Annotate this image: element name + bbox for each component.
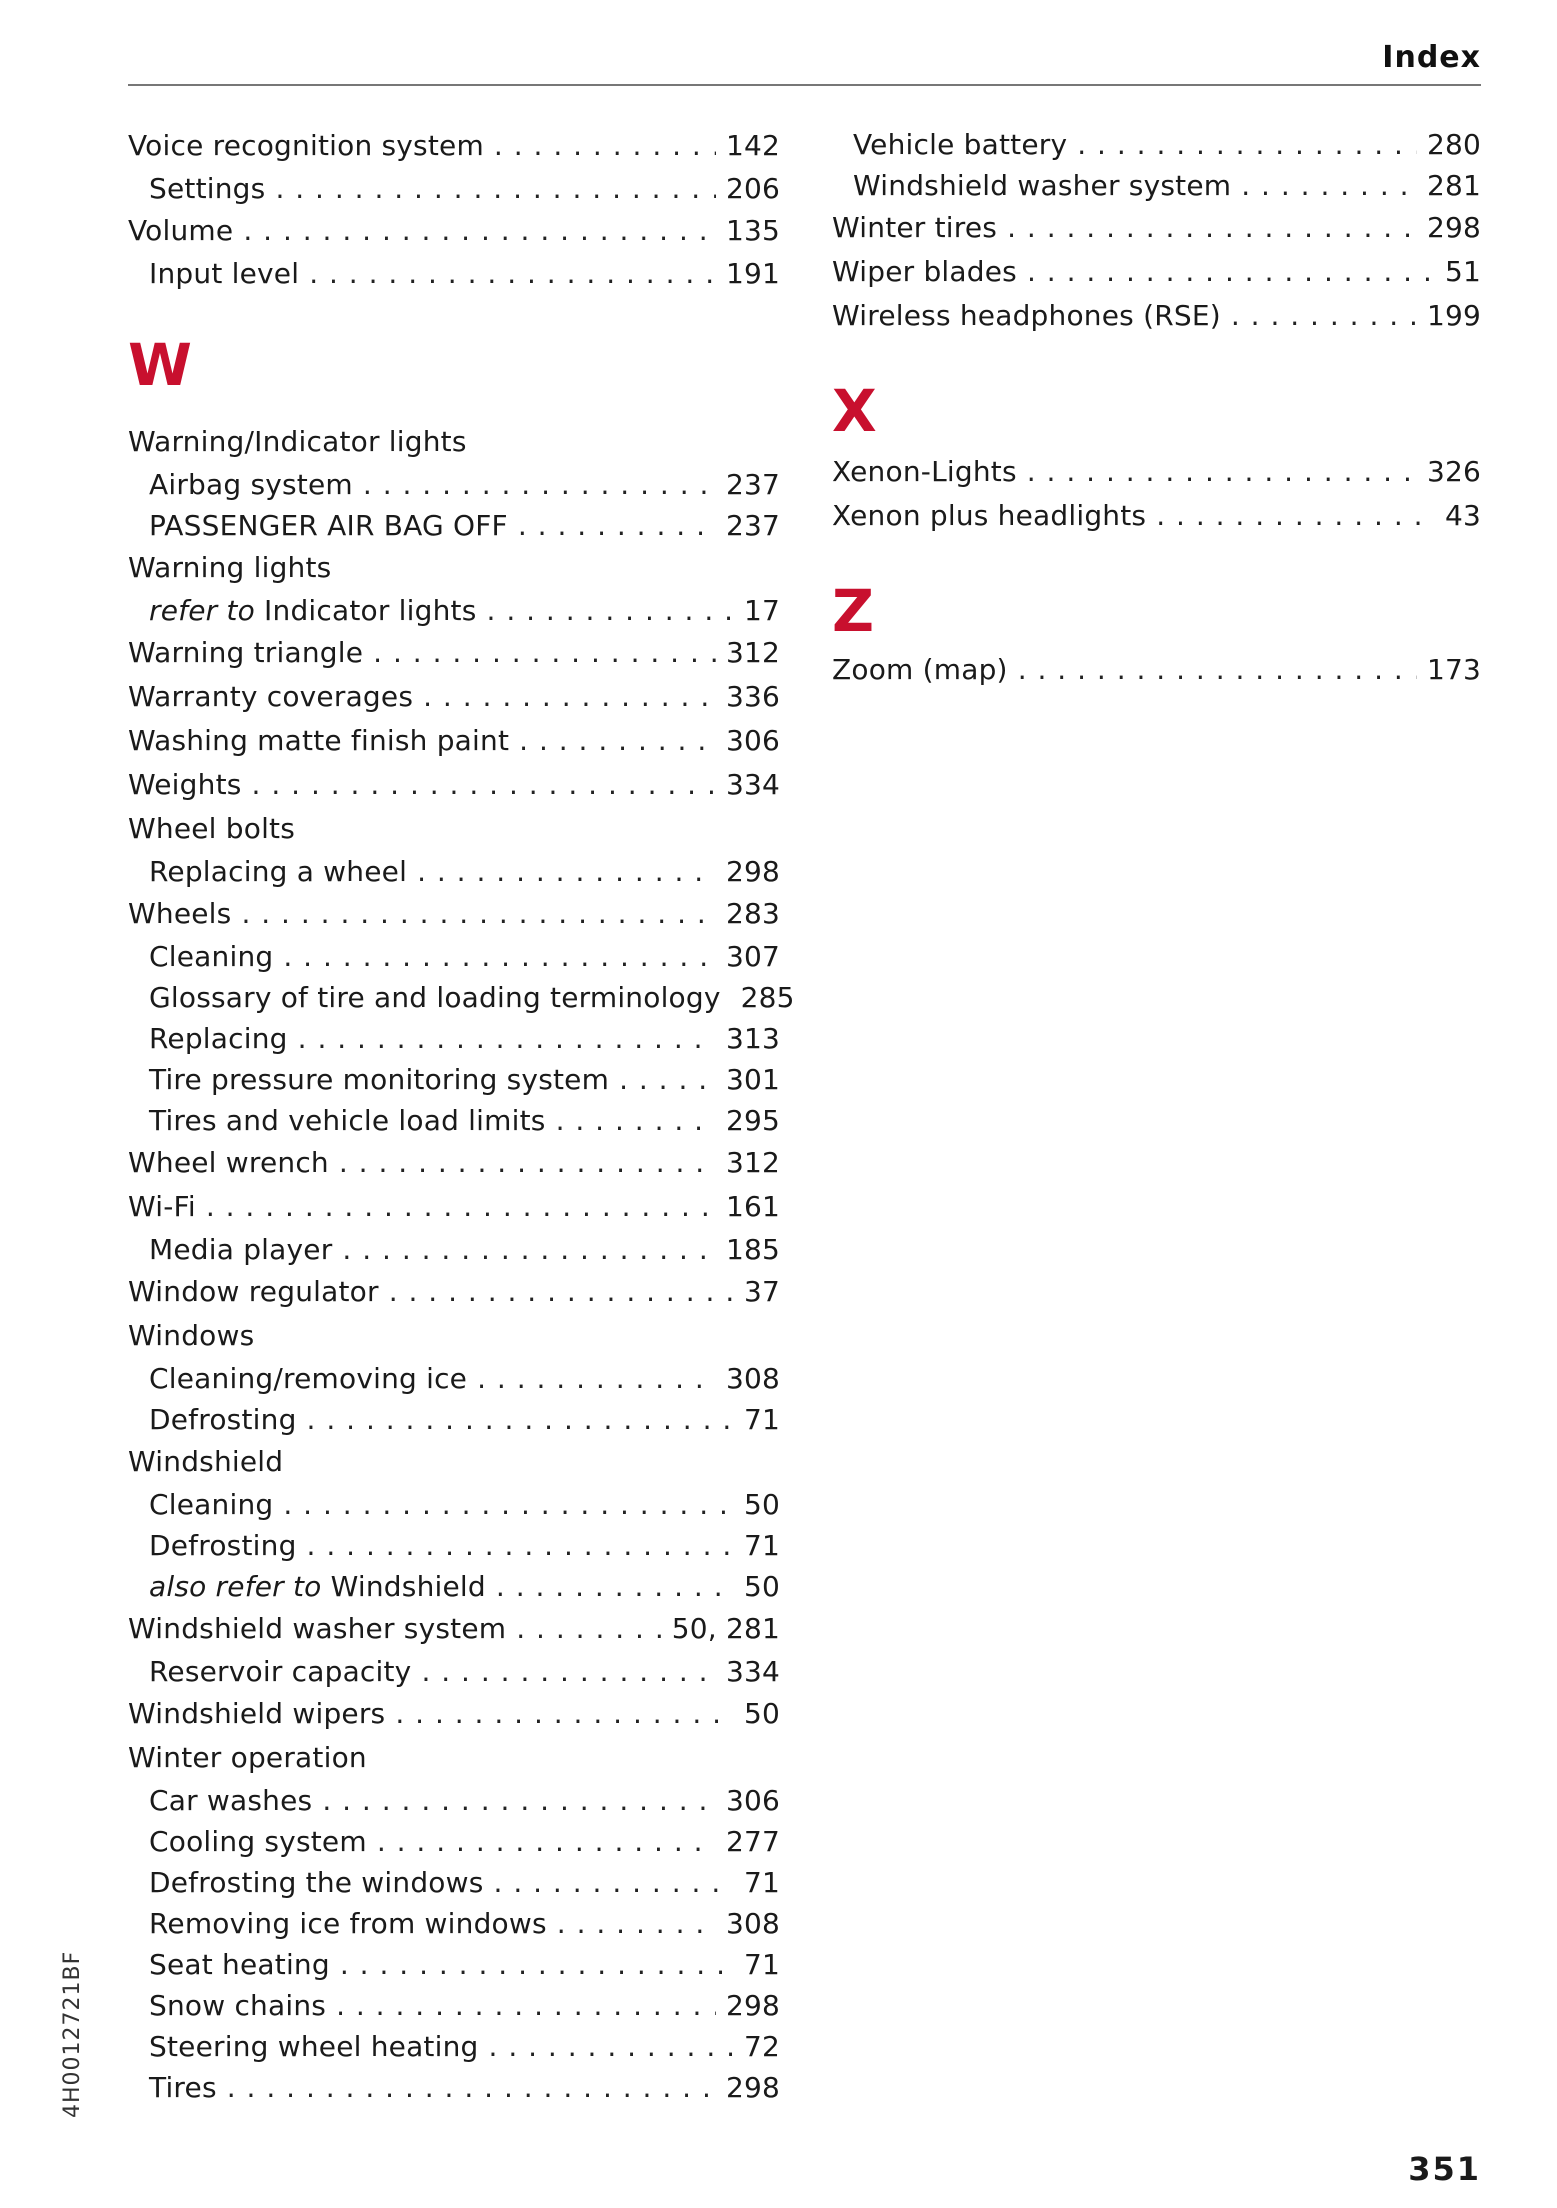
index-subentry — [128, 1821, 780, 1862]
entry-page-number: 50 — [743, 1570, 780, 1603]
index-entry — [128, 807, 780, 851]
entry-label — [832, 206, 997, 250]
leader-dots — [1027, 250, 1435, 294]
entry-text: Wi-Fi — [128, 1190, 196, 1223]
entry-label — [149, 1651, 411, 1692]
entry-text: Voice recognition system — [128, 129, 484, 162]
entry-page-number: 173 — [1426, 653, 1481, 686]
entry-text: Zoom (map) — [832, 653, 1008, 686]
index-entry — [832, 294, 1481, 338]
entry-page-number: 313 — [725, 1022, 780, 1055]
leader-dots — [1231, 294, 1417, 338]
entry-label — [149, 505, 508, 546]
entry-text: Steering wheel heating — [149, 2030, 479, 2063]
entry-page-number: 334 — [725, 1655, 780, 1688]
cross-reference-prefix: also refer to — [149, 1570, 322, 1603]
entry-label — [128, 546, 331, 590]
entry-page-number: 308 — [725, 1907, 780, 1940]
entry-label — [128, 1692, 385, 1736]
index-subentry — [128, 851, 780, 892]
index-entry — [832, 206, 1481, 250]
index-entry — [128, 1141, 780, 1185]
leader-dots — [423, 675, 716, 719]
entry-label — [128, 1270, 379, 1314]
index-entry — [128, 546, 780, 590]
entry-page-number: 237 — [725, 468, 780, 501]
index-entry — [128, 1692, 780, 1736]
entry-label — [832, 494, 1146, 538]
index-subentry — [128, 2067, 780, 2108]
index-subentry — [128, 505, 780, 546]
index-subentry — [832, 165, 1481, 206]
index-group-x — [832, 450, 1481, 538]
leader-dots — [487, 590, 734, 631]
index-column-right — [832, 124, 1481, 692]
leader-dots — [336, 1985, 716, 2026]
document-code: 4H0012721BF — [60, 1950, 85, 2118]
entry-text: Replacing — [149, 1022, 288, 1055]
index-subentry — [128, 936, 780, 977]
index-entry — [832, 450, 1481, 494]
entry-page-number: 334 — [725, 768, 780, 801]
entry-text: Winter tires — [832, 211, 998, 244]
entry-text: Defrosting — [149, 1529, 297, 1562]
entry-text: Cleaning/removing ice — [149, 1362, 468, 1395]
index-subentry — [128, 1566, 780, 1607]
entry-page-number: 50 — [743, 1488, 780, 1521]
leader-dots — [373, 631, 716, 675]
leader-dots — [322, 1780, 716, 1821]
entry-text: Defrosting the windows — [149, 1866, 484, 1899]
leader-dots — [477, 1358, 716, 1399]
entry-text: Wiper blades — [832, 255, 1017, 288]
entry-page-number: 306 — [725, 1784, 780, 1817]
index-subentry — [128, 1059, 780, 1100]
leader-dots — [241, 892, 716, 936]
entry-page-number: 71 — [743, 1403, 780, 1436]
entry-text: Winter operation — [128, 1741, 367, 1774]
entry-text: Warning lights — [128, 551, 332, 584]
entry-label — [149, 1229, 332, 1270]
leader-dots — [307, 1399, 734, 1440]
entry-text: Xenon-Lights — [832, 455, 1017, 488]
entry-label — [149, 1358, 467, 1399]
leader-dots — [339, 1141, 716, 1185]
entry-text: Removing ice from windows — [149, 1907, 547, 1940]
index-subentry — [128, 590, 780, 631]
entry-text: Warning/Indicator lights — [128, 425, 467, 458]
entry-page-number: 142 — [725, 129, 780, 162]
entry-text: Window regulator — [128, 1275, 379, 1308]
entry-page-number: 301 — [725, 1063, 780, 1096]
entry-label — [149, 168, 265, 209]
index-subentry — [128, 1903, 780, 1944]
entry-text: Media player — [149, 1233, 333, 1266]
entry-page-number: 280 — [1426, 128, 1481, 161]
leader-dots — [1007, 206, 1417, 250]
entry-page-number: 298 — [725, 855, 780, 888]
entry-label — [149, 253, 299, 294]
leader-dots — [556, 1100, 716, 1141]
page-number: 351 — [1408, 2150, 1481, 2188]
entry-text: Washing matte finish paint — [128, 724, 510, 757]
entry-label — [149, 977, 721, 1018]
entry-label — [128, 719, 509, 763]
index-subentry — [128, 1358, 780, 1399]
entry-page-number: 191 — [725, 257, 780, 290]
index-subentry — [128, 1780, 780, 1821]
leader-dots — [496, 1566, 734, 1607]
leader-dots — [363, 464, 716, 505]
index-group-v — [128, 124, 780, 294]
leader-dots — [227, 2067, 716, 2108]
leader-dots — [1027, 450, 1417, 494]
entry-text: Indicator lights — [254, 594, 477, 627]
entry-page-number: 72 — [743, 2030, 780, 2063]
leader-dots — [243, 209, 716, 253]
entry-text: Wheel bolts — [128, 812, 296, 845]
leader-dots — [307, 1525, 734, 1566]
index-entry — [128, 1736, 780, 1780]
entry-page-number: 306 — [725, 724, 780, 757]
entry-page-number: 135 — [725, 214, 780, 247]
entry-label — [128, 420, 467, 464]
entry-page-number: 307 — [725, 940, 780, 973]
entry-page-number: 43 — [1444, 499, 1481, 532]
cross-reference-prefix: refer to — [149, 594, 255, 627]
entry-label — [128, 807, 295, 851]
leader-dots — [1156, 494, 1435, 538]
entry-label — [149, 2026, 479, 2067]
entry-text: Xenon plus headlights — [832, 499, 1147, 532]
index-subentry — [128, 1525, 780, 1566]
entry-text: Windows — [128, 1319, 255, 1352]
entry-text: Car washes — [149, 1784, 313, 1817]
entry-label — [149, 936, 273, 977]
index-entry — [128, 420, 780, 464]
entry-text: Airbag system — [149, 468, 353, 501]
entry-label — [149, 1018, 288, 1059]
index-subentry — [128, 1399, 780, 1440]
entry-page-number: 37 — [743, 1275, 780, 1308]
entry-text: Wireless headphones (RSE) — [832, 299, 1221, 332]
entry-page-number: 206 — [725, 172, 780, 205]
leader-dots — [494, 124, 716, 168]
index-subentry — [128, 464, 780, 505]
index-entry — [128, 892, 780, 936]
index-subentry — [128, 1100, 780, 1141]
index-subentry — [128, 1229, 780, 1270]
entry-text: Wheel wrench — [128, 1146, 329, 1179]
entry-page-number: 308 — [725, 1362, 780, 1395]
section-letter-z: Z — [832, 577, 875, 645]
entry-text: Weights — [128, 768, 242, 801]
entry-label — [149, 1985, 326, 2026]
entry-text: Windshield — [321, 1570, 486, 1603]
leader-dots — [395, 1692, 734, 1736]
entry-label — [149, 2067, 217, 2108]
entry-label — [128, 124, 484, 168]
leader-dots — [340, 1944, 734, 1985]
entry-text: Tire pressure monitoring system — [149, 1063, 610, 1096]
entry-label — [128, 1440, 283, 1484]
leader-dots — [283, 1484, 734, 1525]
entry-page-number: 185 — [725, 1233, 780, 1266]
entry-label — [853, 124, 1067, 165]
entry-page-number: 283 — [725, 897, 780, 930]
index-entry — [128, 124, 780, 168]
entry-page-number: 199 — [1426, 299, 1481, 332]
entry-page-number: 336 — [725, 680, 780, 713]
entry-label — [149, 1903, 547, 1944]
leader-dots — [1241, 165, 1417, 206]
entry-text: Volume — [128, 214, 234, 247]
entry-page-number: 161 — [725, 1190, 780, 1223]
leader-dots — [283, 936, 716, 977]
entry-text: Settings — [149, 172, 266, 205]
entry-text: Windshield washer system — [853, 169, 1232, 202]
index-entry — [128, 209, 780, 253]
index-group-w-continued — [832, 124, 1481, 338]
index-subentry — [128, 168, 780, 209]
entry-text: Wheels — [128, 897, 232, 930]
entry-text: Cooling system — [149, 1825, 367, 1858]
leader-dots — [377, 1821, 716, 1862]
entry-page-number: 50 — [743, 1697, 780, 1730]
index-entry — [128, 1314, 780, 1358]
entry-label — [832, 648, 1008, 692]
entry-text: Seat heating — [149, 1948, 330, 1981]
index-entry — [128, 719, 780, 763]
entry-label — [149, 851, 407, 892]
entry-label — [853, 165, 1231, 206]
entry-page-number: 277 — [725, 1825, 780, 1858]
index-subentry — [128, 977, 795, 1018]
entry-page-number: 285 — [740, 981, 795, 1014]
page-header-title: Index — [1382, 40, 1481, 75]
entry-text: Warning triangle — [128, 636, 364, 669]
entry-text: Glossary of tire and loading terminology — [149, 981, 721, 1014]
index-entry — [128, 1607, 780, 1651]
entry-label — [128, 675, 413, 719]
leader-dots — [252, 763, 716, 807]
entry-page-number: 17 — [743, 594, 780, 627]
leader-dots — [519, 719, 716, 763]
index-entry — [128, 1270, 780, 1314]
entry-text: Defrosting — [149, 1403, 297, 1436]
leader-dots — [417, 851, 716, 892]
entry-label — [149, 1484, 273, 1525]
entry-label — [149, 1399, 297, 1440]
entry-text: Tires and vehicle load limits — [149, 1104, 546, 1137]
index-entry — [832, 494, 1481, 538]
entry-label — [128, 631, 363, 675]
entry-text: Tires — [149, 2071, 217, 2104]
entry-label — [149, 1780, 312, 1821]
leader-dots — [516, 1607, 661, 1651]
index-entry — [128, 1440, 780, 1484]
entry-page-number: 51 — [1444, 255, 1481, 288]
entry-text: Windshield washer system — [128, 1612, 507, 1645]
entry-label — [149, 1059, 609, 1100]
entry-text: Reservoir capacity — [149, 1655, 412, 1688]
entry-text: Warranty coverages — [128, 680, 414, 713]
entry-page-number: 298 — [1426, 211, 1481, 244]
leader-dots — [494, 1862, 734, 1903]
entry-text: Windshield wipers — [128, 1697, 386, 1730]
leader-dots — [518, 505, 716, 546]
header-divider — [128, 84, 1481, 86]
entry-label — [832, 250, 1017, 294]
entry-label — [149, 1566, 486, 1607]
leader-dots — [298, 1018, 716, 1059]
entry-label — [149, 1862, 484, 1903]
index-group-w — [128, 420, 795, 2108]
entry-page-number: 326 — [1426, 455, 1481, 488]
entry-label — [128, 1141, 329, 1185]
entry-text: PASSENGER AIR BAG OFF — [149, 509, 508, 542]
entry-label — [832, 294, 1221, 338]
index-subentry — [128, 1944, 780, 1985]
index-entry — [128, 631, 780, 675]
entry-label — [128, 209, 233, 253]
section-letter-w: W — [128, 331, 192, 399]
index-entry — [832, 648, 1481, 692]
entry-text: Replacing a wheel — [149, 855, 408, 888]
entry-page-number: 71 — [743, 1529, 780, 1562]
entry-label — [149, 1821, 367, 1862]
leader-dots — [389, 1270, 734, 1314]
section-letter-x: X — [832, 377, 877, 445]
leader-dots — [342, 1229, 716, 1270]
index-group-z — [832, 648, 1481, 692]
entry-label — [128, 892, 231, 936]
entry-text: Snow chains — [149, 1989, 327, 2022]
leader-dots — [489, 2026, 734, 2067]
entry-label — [149, 590, 477, 631]
index-subentry — [832, 124, 1481, 165]
leader-dots — [206, 1185, 716, 1229]
leader-dots — [1077, 124, 1417, 165]
entry-page-number: 295 — [725, 1104, 780, 1137]
entry-page-number: 281 — [1426, 169, 1481, 202]
entry-page-number: 298 — [725, 2071, 780, 2104]
leader-dots — [557, 1903, 716, 1944]
index-entry — [832, 250, 1481, 294]
index-subentry — [128, 1862, 780, 1903]
index-subentry — [128, 1018, 780, 1059]
index-entry — [128, 1185, 780, 1229]
index-subentry — [128, 1651, 780, 1692]
index-subentry — [128, 2026, 780, 2067]
entry-label — [149, 1525, 297, 1566]
entry-label — [128, 1314, 254, 1358]
entry-page-number: 71 — [743, 1866, 780, 1899]
entry-page-number: 298 — [725, 1989, 780, 2022]
leader-dots — [309, 253, 716, 294]
index-subentry — [128, 1484, 780, 1525]
entry-label — [832, 450, 1017, 494]
entry-label — [128, 763, 242, 807]
index-entry — [128, 763, 780, 807]
leader-dots — [421, 1651, 716, 1692]
entry-page-number: 50, 281 — [671, 1612, 780, 1645]
index-subentry — [128, 1985, 780, 2026]
index-entry — [128, 675, 780, 719]
entry-label — [149, 1100, 546, 1141]
index-column-left — [128, 124, 795, 2108]
leader-dots — [275, 168, 716, 209]
entry-page-number: 71 — [743, 1948, 780, 1981]
entry-text: Vehicle battery — [853, 128, 1068, 161]
entry-page-number: 312 — [725, 1146, 780, 1179]
entry-page-number: 312 — [725, 636, 780, 669]
entry-text: Cleaning — [149, 940, 274, 973]
entry-label — [128, 1185, 196, 1229]
entry-label — [149, 1944, 330, 1985]
leader-dots — [1018, 648, 1417, 692]
index-subentry — [128, 253, 780, 294]
entry-text: Input level — [149, 257, 300, 290]
entry-page-number: 237 — [725, 509, 780, 542]
entry-label — [128, 1736, 367, 1780]
entry-label — [149, 464, 353, 505]
entry-text: Cleaning — [149, 1488, 274, 1521]
entry-text: Windshield — [128, 1445, 284, 1478]
leader-dots — [619, 1059, 716, 1100]
entry-label — [128, 1607, 506, 1651]
